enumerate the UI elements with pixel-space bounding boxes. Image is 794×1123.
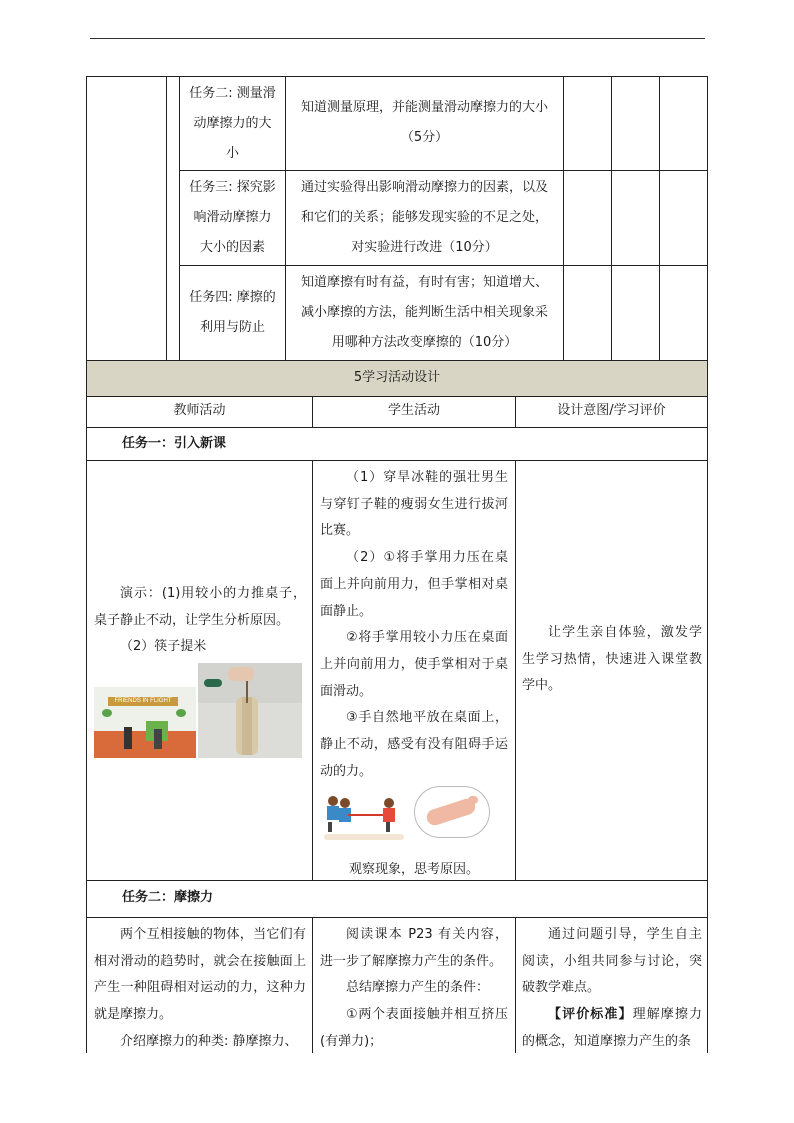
col-design-header: 设计意图/学习评价 — [557, 403, 666, 418]
task1-design-cell: 让学生亲自体验，激发学生学习热情，快速进入课堂教学中。 — [522, 625, 702, 694]
chopsticks-rice-image — [198, 663, 302, 758]
task-name-2: 任务二: 测量滑 动摩擦力的大 小 — [189, 86, 276, 161]
tug-of-war-image — [318, 788, 408, 846]
banner-text: FRIENDS IN FLIGHT — [108, 697, 178, 706]
task1-teacher-cell — [94, 581, 306, 661]
hand-on-table-image — [410, 780, 492, 842]
task-name-3: 任务三: 探究影 响滑动摩擦力 大小的因素 — [189, 180, 276, 255]
section-title: 5学习活动设计 — [353, 370, 441, 385]
task1-heading: 任务一：引入新课 — [122, 436, 227, 451]
task2-teacher-cell: 两个互相接触的物体，当它们有相对滑动的趋势时，就会在接触面上产生一种阻碍相对运动的力，这种力就是摩擦力。 介绍摩擦力的种类: 静摩擦力、 — [94, 927, 306, 1049]
evaluation-label: 【评价标准】 — [548, 1007, 633, 1023]
criterion-4: 知道摩擦有时有益，有时有害；知道增大、 减小摩擦的方法，能判断生活中相关现象采 用哪种方法改变摩擦的（10分） — [300, 275, 548, 350]
col-teacher-header: 教师活动 — [173, 403, 226, 418]
classroom-banner-image — [94, 687, 196, 758]
criterion-3: 通过实验得出影响滑动摩擦力的因素，以及 和它们的关系；能够发现实验的不足之处， 对实验进行改进（10分） — [300, 180, 548, 255]
header-rule — [90, 38, 705, 39]
teacher-chopsticks-text: （2）筷子提米 — [120, 639, 207, 655]
task2-student-cell: 阅读课本 P23 有关内容，进一步了解摩擦力产生的条件。 总结摩擦力产生的条件： ①两个表面接触并相互挤压(有弹力)； — [320, 927, 508, 1049]
task2-heading: 任务二：摩擦力 — [122, 890, 214, 905]
task1-student-cell: （1）穿旱冰鞋的强壮男生与穿钉子鞋的瘦弱女生进行拔河比赛。 （2）①将手掌用力压在桌面上并向前用力，但手掌相对桌面静止。 ②将手掌用较小力压在桌面上并向前用力，使手掌相对于桌面滑动。 ③手自然地平放在桌面上，静止不动，感受有没有阻碍手运动的力。 — [320, 470, 508, 779]
evaluation-text: 理解摩擦力的概念，知道摩擦力产生的条 — [522, 1007, 702, 1049]
criterion-2: 知道测量原理，并能测量滑动摩擦力的大小 （5分） — [300, 100, 548, 145]
task2-design-cell: 通过问题引导，学生自主阅读，小组共同参与讨论，突破教学难点。 【评价标准】理解摩擦力的概念，知道摩擦力产生的条 — [522, 927, 702, 1049]
col-student-header: 学生活动 — [387, 403, 440, 418]
teacher-demo-text: 演示：(1)用较小的力推桌子，桌子静止不动，让学生分析原因。 — [94, 586, 306, 628]
task1-student-end: 观察现象，思考原因。 — [348, 862, 479, 877]
task-name-4: 任务四: 摩擦的 利用与防止 — [189, 290, 276, 335]
